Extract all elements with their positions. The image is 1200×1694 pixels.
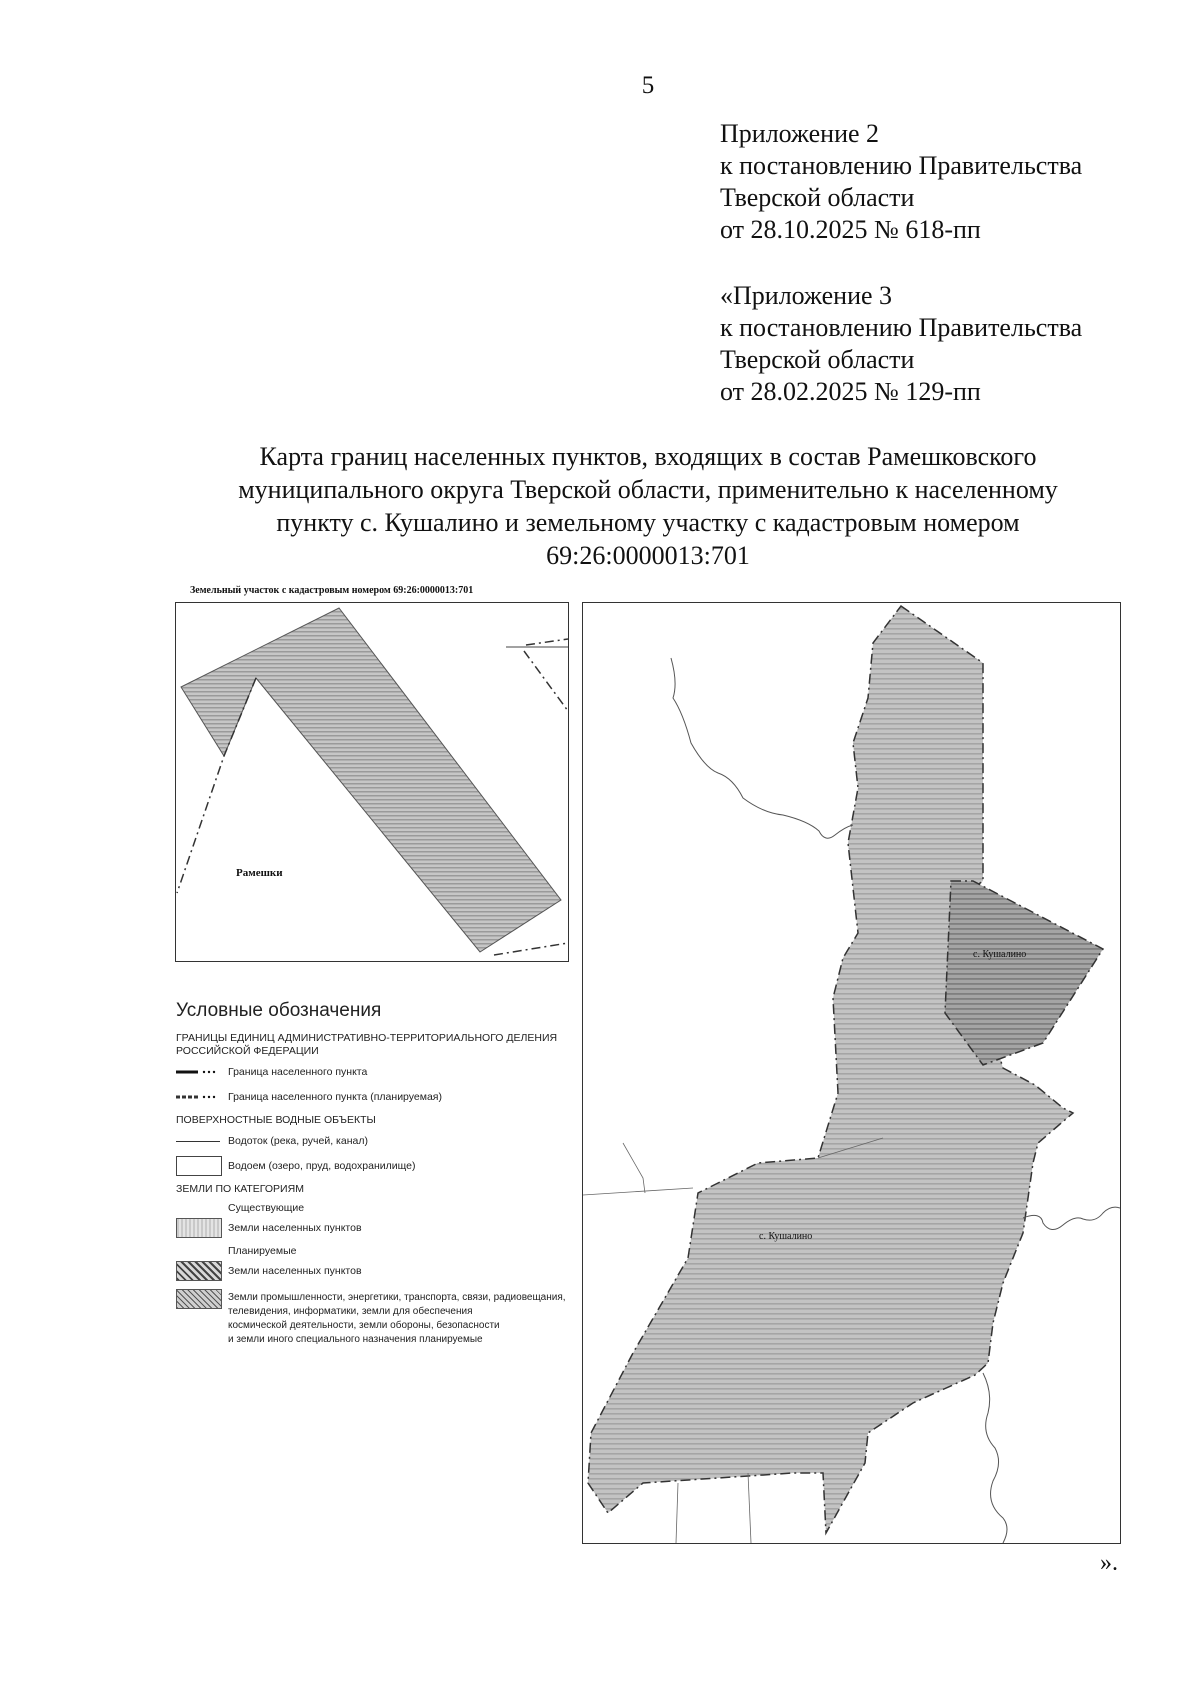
- title-line: Карта границ населенных пунктов, входящих в состав Рамешковского: [259, 442, 1037, 471]
- annex-line: от 28.02.2025 № 129-пп: [720, 377, 981, 406]
- main-map-place-label: с. Кушалино: [973, 949, 1027, 960]
- boundary-line-icon: [176, 1064, 224, 1080]
- river-line: [671, 658, 853, 838]
- legend-row-industry-land: [176, 1291, 596, 1347]
- inset-map-caption: Земельный участок с кадастровым номером 69:26:0000013:701: [190, 585, 474, 596]
- settlement-territory: [588, 606, 1073, 1533]
- document-title: [150, 440, 1146, 572]
- legend-label: Земли населенных пунктов: [228, 1221, 362, 1234]
- annex-line: Тверской области: [720, 345, 915, 374]
- legend-row-watercourse: [176, 1133, 596, 1149]
- annex-line: к постановлению Правительства: [720, 313, 1083, 342]
- legend-label: Граница населенного пункта: [228, 1065, 368, 1078]
- settlement-land-swatch-icon: [176, 1220, 224, 1236]
- planned-settlement-swatch-icon: [176, 1263, 224, 1279]
- annex-line: «Приложение 3: [720, 281, 893, 310]
- legend-row-settlement-land-planned: [176, 1263, 596, 1279]
- industry-land-swatch-icon: [176, 1291, 224, 1307]
- annex-line: Приложение 2: [720, 119, 880, 148]
- settlement-territory-north: [945, 881, 1103, 1065]
- annex-header-previous: [720, 280, 1082, 408]
- river-line: [623, 1143, 645, 1193]
- legend-label-line: Земли промышленности, энергетики, транспорта, связи, радиовещания,: [228, 1292, 566, 1303]
- annex-line: к постановлению Правительства: [720, 151, 1083, 180]
- settlement-boundary-line: [524, 651, 568, 711]
- legend-subheading-planned: Планируемые: [228, 1245, 297, 1257]
- legend-title: Условные обозначения: [176, 1000, 382, 1021]
- legend-label-multiline: [228, 1291, 566, 1347]
- inset-map: [175, 602, 569, 962]
- title-line: 69:26:0000013:701: [546, 541, 750, 570]
- page-number: 5: [641, 72, 655, 99]
- settlement-boundary-line: [494, 943, 568, 955]
- legend-row-settlement-land: [176, 1220, 596, 1236]
- main-map-drawing: [583, 603, 1120, 1543]
- road-line: [676, 1483, 678, 1543]
- settlement-boundary-line: [526, 639, 568, 645]
- title-line: пункту с. Кушалино и земельному участку с кадастровым номером: [276, 508, 1020, 537]
- legend-label-line: космической деятельности, земли обороны, безопасности: [228, 1320, 500, 1331]
- legend-subheading-existing: Существующие: [228, 1202, 305, 1214]
- annex-line: Тверской области: [720, 183, 915, 212]
- river-line: [1023, 1207, 1120, 1229]
- legend-label-line: и земли иного специального назначения планируемые: [228, 1334, 483, 1345]
- legend-section-land: ЗЕМЛИ ПО КАТЕГОРИЯМ: [176, 1183, 304, 1195]
- legend-label: Земли населенных пунктов: [228, 1264, 362, 1277]
- main-map-place-label: с. Кушалино: [759, 1231, 813, 1242]
- river-line: [983, 1373, 1007, 1543]
- planned-boundary-line-icon: [176, 1089, 224, 1105]
- annex-header-current: [720, 118, 1082, 246]
- legend-label: Водоток (река, ручей, канал): [228, 1134, 368, 1147]
- inset-place-label: Рамешки: [236, 867, 283, 879]
- watercourse-line-icon: [176, 1133, 224, 1149]
- legend-section-water: ПОВЕРХНОСТНЫЕ ВОДНЫЕ ОБЪЕКТЫ: [176, 1114, 376, 1126]
- cadastral-parcel: [181, 608, 561, 952]
- legend-section-admin: ГРАНИЦЫ ЕДИНИЦ АДМИНИСТРАТИВНО-ТЕРРИТОРИАЛЬНОГО ДЕЛЕНИЯ РОССИЙСКОЙ ФЕДЕРАЦИИ: [176, 1032, 558, 1057]
- road-line: [748, 1473, 751, 1543]
- legend-row-waterbody: [176, 1158, 596, 1174]
- legend-label-line: телевидения, информатики, земли для обеспечения: [228, 1306, 473, 1317]
- legend-row-boundary-planned: [176, 1089, 596, 1105]
- closing-quote: ».: [1100, 1550, 1118, 1576]
- inset-map-drawing: [176, 603, 568, 961]
- title-line: муниципального округа Тверской области, применительно к населенному: [238, 475, 1058, 504]
- main-map: [582, 602, 1121, 1544]
- legend-label: Граница населенного пункта (планируемая): [228, 1090, 442, 1103]
- river-line: [583, 1188, 693, 1195]
- legend-label: Водоем (озеро, пруд, водохранилище): [228, 1159, 416, 1172]
- annex-line: от 28.10.2025 № 618-пп: [720, 215, 981, 244]
- waterbody-box-icon: [176, 1158, 224, 1174]
- legend-row-boundary: [176, 1064, 596, 1080]
- map-legend: [176, 1000, 596, 1356]
